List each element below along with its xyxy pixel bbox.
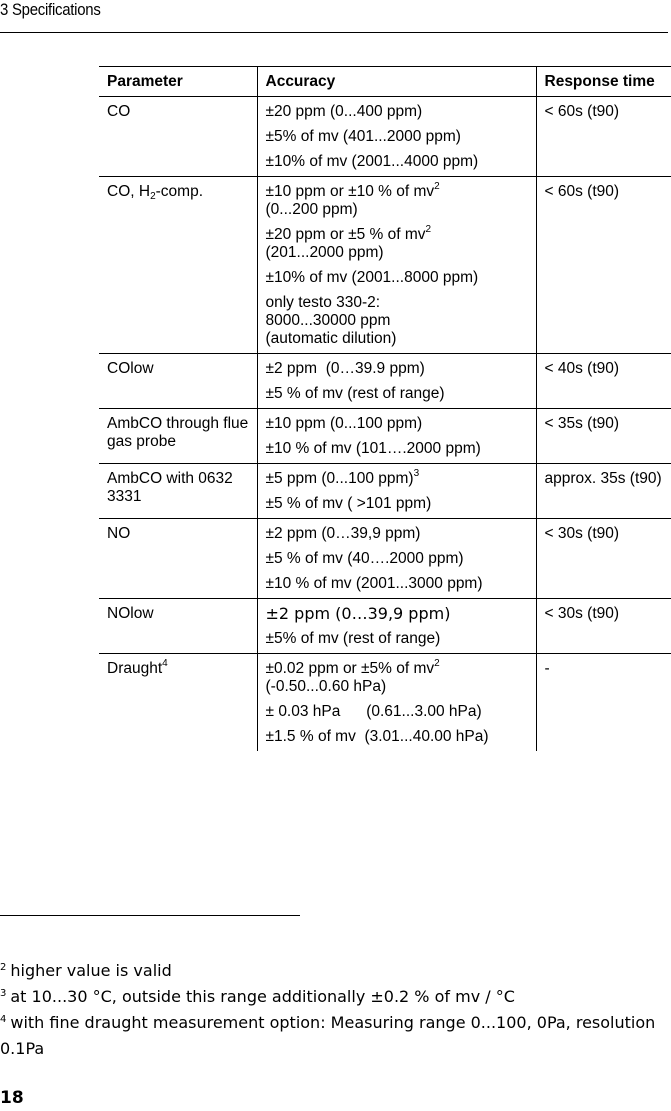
footnote-divider xyxy=(0,915,300,916)
parameter-cell: CO xyxy=(99,97,257,177)
footnotes xyxy=(0,958,660,1062)
accuracy-line xyxy=(266,294,528,348)
section-title: 3 Specifications xyxy=(0,0,101,19)
accuracy-line: ±2 ppm (0…39,9 ppm) xyxy=(265,525,421,542)
accuracy-line: ±5% of mv (401...2000 ppm) xyxy=(265,128,461,145)
footnote xyxy=(0,958,660,984)
accuracy-text: ±10 ppm or ±10 % of mv xyxy=(265,183,435,200)
accuracy-line: ±10 ppm (0...100 ppm) xyxy=(265,415,423,432)
parameter-cell xyxy=(99,654,257,752)
parameter-cell: NO xyxy=(99,519,257,599)
footnote-text: with fine draught measurement option: Measuring range 0...100, 0Pa, resolution 0.1Pa xyxy=(0,1013,656,1058)
accuracy-text: 8000...30000 ppm xyxy=(265,312,391,329)
accuracy-line: ±10 % of mv (101….2000 ppm) xyxy=(265,440,481,457)
footnote-number: 2 xyxy=(0,962,7,973)
response-cell: < 30s (t90) xyxy=(536,599,671,654)
table-row xyxy=(99,354,671,409)
response-cell: < 30s (t90) xyxy=(536,519,671,599)
table-row xyxy=(99,519,671,599)
parameter-cell: NOlow xyxy=(99,599,257,654)
accuracy-text: (automatic dilution) xyxy=(265,330,397,347)
accuracy-range: (-0.50...0.60 hPa) xyxy=(265,678,387,695)
accuracy-line: ±5 % of mv (rest of range) xyxy=(265,385,445,402)
accuracy-line xyxy=(266,470,528,488)
parameter-cell xyxy=(99,177,257,354)
accuracy-line: ± 0.03 hPa (0.61...3.00 hPa) xyxy=(265,703,482,720)
response-cell: < 60s (t90) xyxy=(536,97,671,177)
accuracy-cell xyxy=(257,409,536,464)
response-cell: approx. 35s (t90) xyxy=(536,464,671,519)
footnote-ref: 2 xyxy=(425,224,432,235)
footnote-ref: 4 xyxy=(162,658,168,669)
table-row xyxy=(99,599,671,654)
footnote-number: 3 xyxy=(0,988,7,999)
accuracy-line: ±1.5 % of mv (3.01...40.00 hPa) xyxy=(265,728,489,745)
footnote-text: higher value is valid xyxy=(10,961,172,980)
accuracy-line: ±10 % of mv (2001...3000 ppm) xyxy=(265,575,483,592)
parameter-cell: AmbCO through flue gas probe xyxy=(99,409,257,464)
accuracy-cell xyxy=(257,177,536,354)
parameter-cell: AmbCO with 0632 3331 xyxy=(99,464,257,519)
accuracy-text: ±5 ppm (0...100 ppm) xyxy=(265,470,414,487)
footnote xyxy=(0,984,660,1010)
header-divider xyxy=(0,32,668,33)
accuracy-range: (201...2000 ppm) xyxy=(265,244,384,261)
accuracy-line xyxy=(266,226,528,262)
table-row xyxy=(99,97,671,177)
accuracy-cell xyxy=(257,354,536,409)
header-response-time: Response time xyxy=(536,67,671,97)
footnote-ref: 3 xyxy=(413,468,420,479)
table-row xyxy=(99,464,671,519)
accuracy-cell xyxy=(257,654,536,752)
table-header-row xyxy=(99,67,671,97)
subscript: 2 xyxy=(150,191,156,202)
accuracy-line: ±2 ppm (0…39.9 ppm) xyxy=(265,360,425,377)
accuracy-line: ±10% of mv (2001...8000 ppm) xyxy=(265,269,479,286)
table-row xyxy=(99,654,671,752)
footnote-number: 4 xyxy=(0,1014,7,1025)
accuracy-text: only testo 330-2: xyxy=(265,294,381,311)
table-row xyxy=(99,409,671,464)
accuracy-line: ±20 ppm (0...400 ppm) xyxy=(265,103,423,120)
accuracy-cell xyxy=(257,97,536,177)
accuracy-cell xyxy=(257,464,536,519)
response-cell: < 60s (t90) xyxy=(536,177,671,354)
footnote xyxy=(0,1010,660,1062)
accuracy-text: ±20 ppm or ±5 % of mv xyxy=(265,226,426,243)
accuracy-line: ±10% of mv (2001...4000 ppm) xyxy=(265,153,479,170)
parameter-text: CO, H xyxy=(107,183,151,200)
parameter-text: Draught xyxy=(107,660,163,677)
response-cell: < 40s (t90) xyxy=(536,354,671,409)
parameter-cell: COlow xyxy=(99,354,257,409)
accuracy-range: (0...200 ppm) xyxy=(265,201,358,218)
accuracy-line: ±5% of mv (rest of range) xyxy=(265,630,441,647)
table-row xyxy=(99,177,671,354)
footnote-ref: 2 xyxy=(434,181,440,192)
parameter-text: -comp. xyxy=(155,183,203,200)
footnote-text: at 10...30 °C, outside this range additionally ±0.2 % of mv / °C xyxy=(10,987,515,1006)
specifications-table xyxy=(99,66,671,751)
accuracy-cell xyxy=(257,519,536,599)
response-cell: - xyxy=(536,654,671,752)
accuracy-line: ±2 ppm (0…39,9 ppm) xyxy=(265,604,451,623)
accuracy-line xyxy=(266,183,528,219)
accuracy-text: ±0.02 ppm or ±5% of mv xyxy=(265,660,435,677)
accuracy-cell xyxy=(257,599,536,654)
accuracy-line xyxy=(266,660,528,696)
accuracy-line: ±5 % of mv (40….2000 ppm) xyxy=(265,550,464,567)
footnote-ref: 2 xyxy=(434,658,440,669)
page-number: 18 xyxy=(0,1088,24,1108)
accuracy-line: ±5 % of mv ( >101 ppm) xyxy=(265,495,432,512)
header-accuracy: Accuracy xyxy=(257,67,536,97)
header-parameter: Parameter xyxy=(99,67,257,97)
response-cell: < 35s (t90) xyxy=(536,409,671,464)
